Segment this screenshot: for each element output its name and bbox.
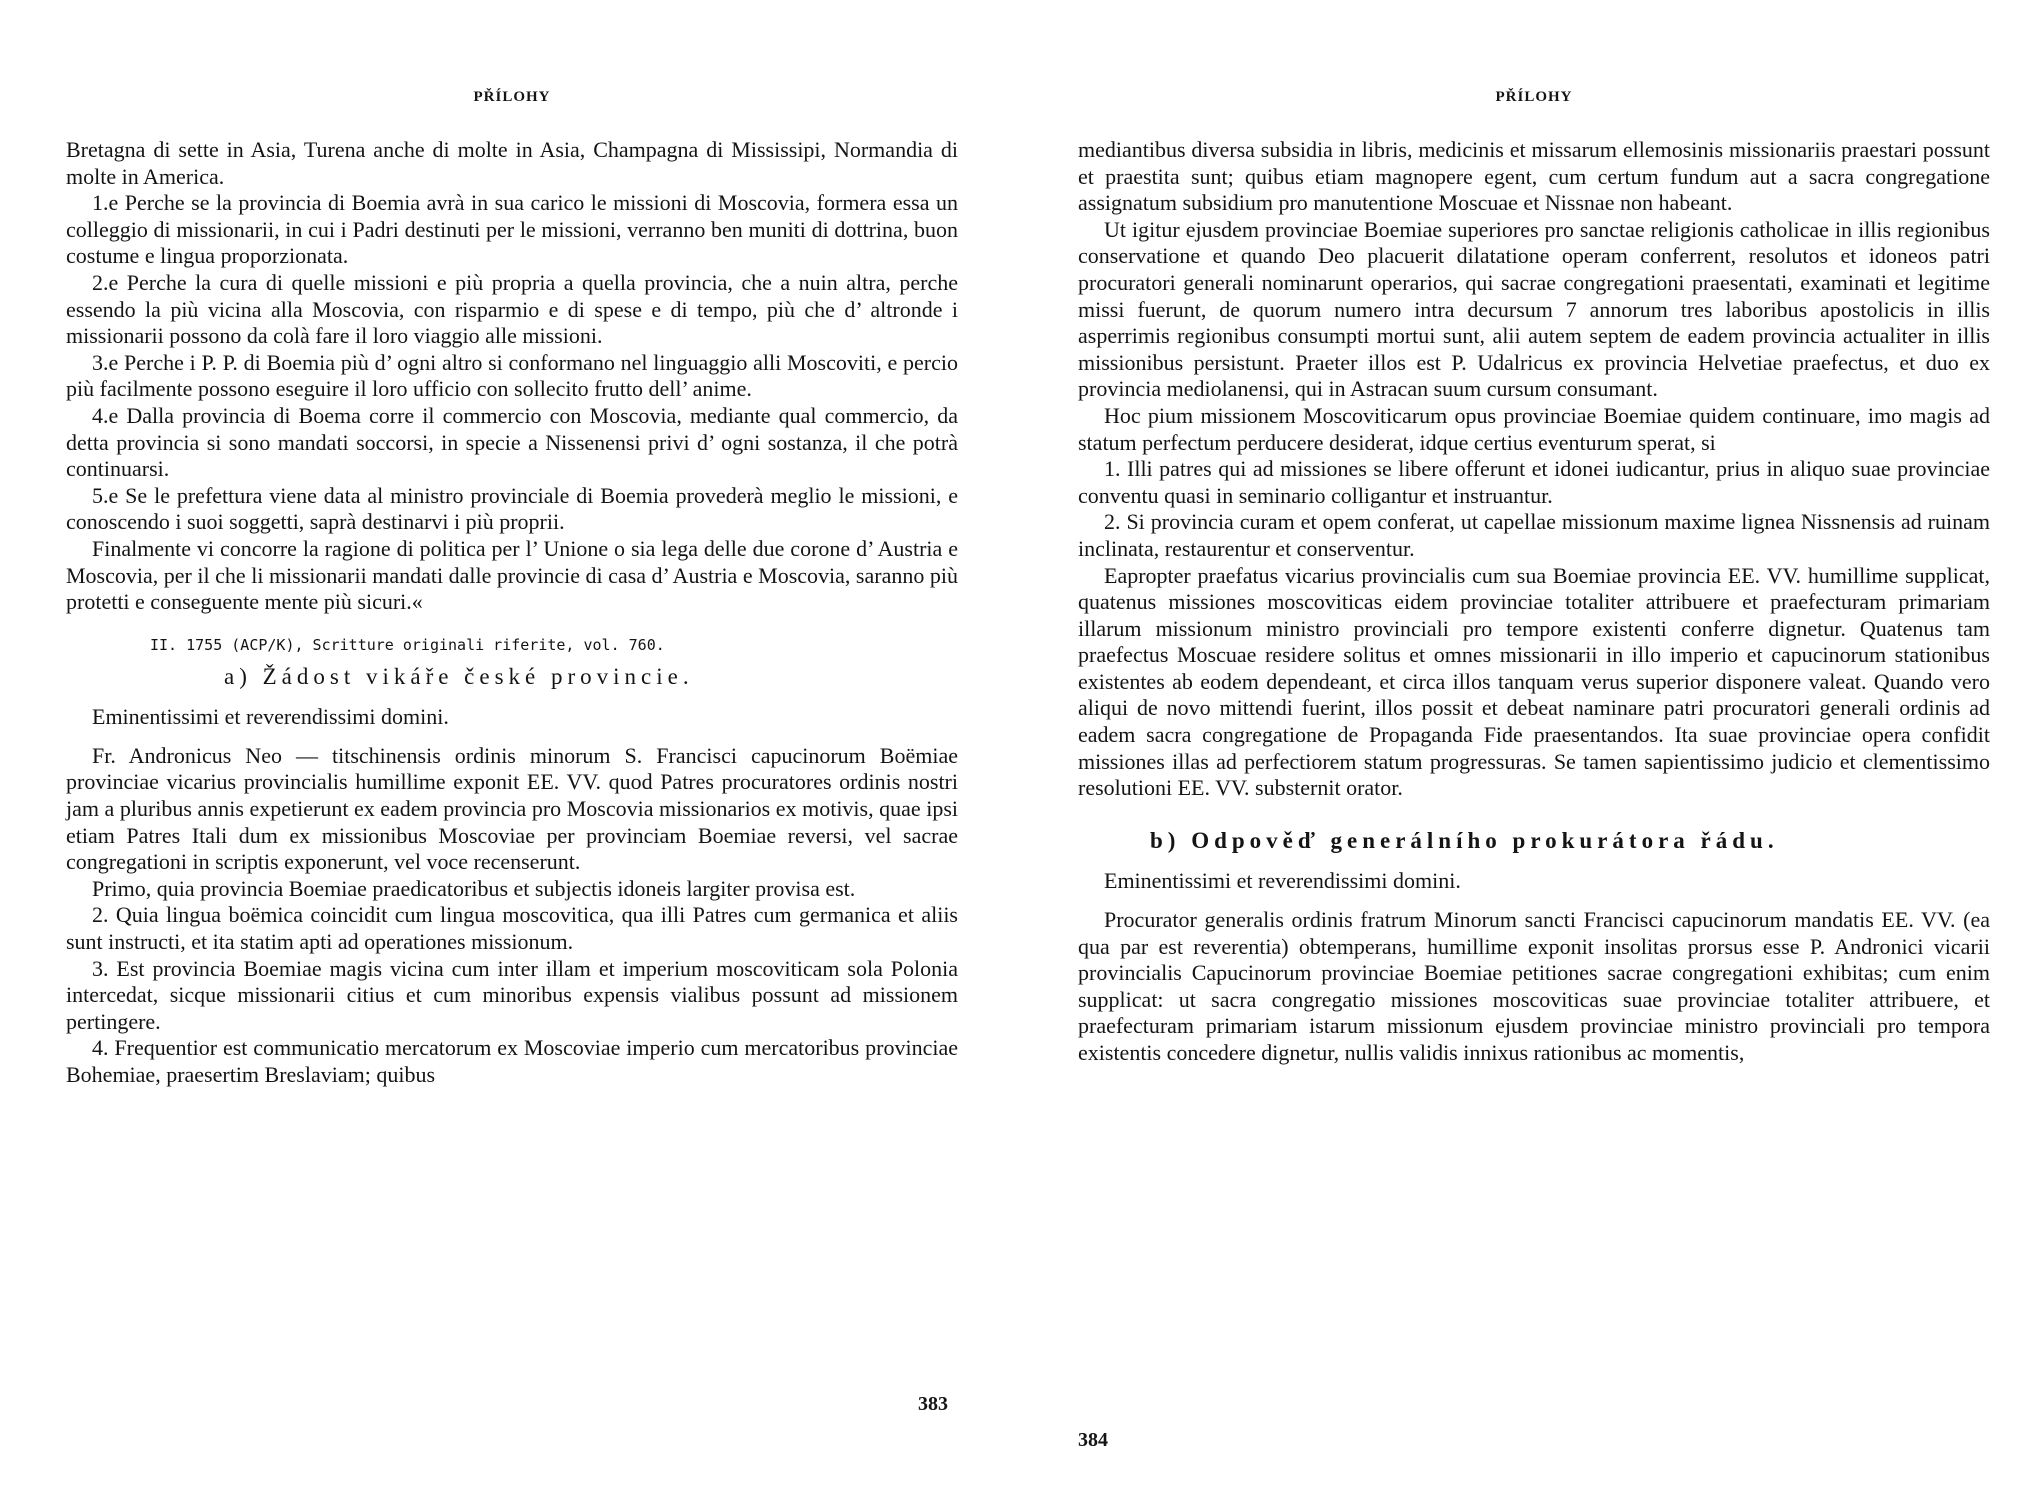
paragraph: 4. Frequentior est communicatio mercatorum ex Moscoviae imperio cum mercatoribus provinciae Bohemiae, praesertim Breslaviam; quibus bbox=[66, 1035, 958, 1087]
paragraph: Bretagna di sette in Asia, Turena anche di molte in Asia, Champagna di Mississipi, Normandia di molte in America. bbox=[66, 137, 958, 189]
paragraph: mediantibus diversa subsidia in libris, medicinis et missarum ellemosinis missionariis praestari possunt et praestita sunt; quibus etiam magnopere egent, cum certum fundum aut a sacra congregatione assignatum subsidium pro manutentione Moscuae et Nissnae non habeant. bbox=[1078, 137, 1990, 216]
paragraph: Fr. Andronicus Neo — titschinensis ordinis minorum S. Francisci capucinorum Boëmiae provinciae vicarius provincialis humillime exponit EE. VV. quod Patres procuratores ordinis nostri jam a pluribus annis expetierunt ex eadem provincia pro Moscovia missionarios ex motivis, quae ipsi etiam Patres Itali dum ex missionibus Moscoviae per provinciam Boemiae reversi, vel sacrae congregationi in scriptis exponerunt, vel voce recenserunt. bbox=[66, 742, 958, 875]
archival-source-line: II. 1755 (ACP/K), Scritture originali riferite, vol. 760. bbox=[150, 635, 665, 654]
running-head: PŘÍLOHY bbox=[1495, 89, 1573, 105]
paragraph: Primo, quia provincia Boemiae praedicatoribus et subjectis idoneis largiter provisa est. bbox=[92, 875, 856, 901]
paragraph: Ut igitur ejusdem provinciae Boemiae superiores pro sanctae religionis catholicae in illis regionibus conservatione et quando Deo placuerit dilatatione operam conferrent, resolutos et idoneos patri procuratori generali nominarunt operarios, qui sacrae congregationi praesentati, examinati et legitime missi fuerunt, de quorum numero intra decursum 7 annorum tres laboribus apostolicis in illis asperrimis regionibus consumpti mortui sunt, alii autem septem de eadem provincia actualiter in illis missionibus persistunt. Praeter illos est P. Udalricus ex provincia Helvetiae praefectus, et duo ex provincia mediolanensi, qui in Astracan suum cursum consumant. bbox=[1078, 216, 1990, 402]
left-page bbox=[66, 0, 958, 1500]
paragraph: 3.e Perche i P. P. di Boemia più d’ ogni altro si conformano nel linguaggio alli Moscoviti, e percio più facilmente possono eseguire il loro ufficio con sollecito frutto dell’ anime. bbox=[66, 349, 958, 402]
paragraph: 1. Illi patres qui ad missiones se libere offerunt et idonei iudicantur, prius in aliquo suae provinciae conventu quasi in seminario colligantur et instruantur. bbox=[1078, 456, 1990, 508]
paragraph: 4.e Dalla provincia di Boema corre il commercio con Moscovia, mediante qual commercio, da detta provincia si sono mandati soccorsi, in specie a Nissenensi privi d’ ogni sostanza, il che potrà continuarsi. bbox=[66, 402, 958, 482]
running-head: PŘÍLOHY bbox=[473, 89, 551, 105]
paragraph: 5.e Se le prefettura viene data al ministro provinciale di Boemia provederà meglio le missioni, e conoscendo i suoi soggetti, saprà destinarvi i più proprii. bbox=[66, 482, 958, 535]
paragraph: Finalmente vi concorre la ragione di politica per l’ Unione o sia lega delle due corone d’ Austria e Moscovia, per il che li missionarii mandati dalle provincie di casa d’ Austria e Moscovia, saranno più protetti e conseguente mente più sicuri.« bbox=[66, 535, 958, 615]
paragraph: 1.e Perche se la provincia di Boemia avrà in sua carico le missioni di Moscovia, formera essa un colleggio di missionarii, in cui i Padri destinuti per le missioni, verranno ben muniti di dottrina, buon costume e lingua proporzionata. bbox=[66, 190, 958, 269]
paragraph: 2.e Perche la cura di quelle missioni e più propria a quella provincia, che a nuin altra, perche essendo la più vicina alla Moscovia, con risparmio e di spese e di tempo, più che d’ altronde i missionarii possono da colà fare il loro viaggio alle missioni. bbox=[66, 269, 958, 349]
left-page-body bbox=[66, 137, 958, 1089]
salutation: Eminentissimi et reverendissimi domini. bbox=[1104, 868, 1461, 894]
paragraph: 2. Quia lingua boëmica coincidit cum lingua moscovitica, qua illi Patres cum germanica et aliis sunt instructi, et ita statim apti ad operationes missionum. bbox=[66, 902, 958, 955]
paragraph: Hoc pium missionem Moscoviticarum opus provinciae Boemiae quidem continuare, imo magis ad statum perfectum perducere desiderat, idque certius eventurum sperat, si bbox=[1078, 402, 1990, 455]
page-number: 384 bbox=[1078, 1429, 1108, 1451]
paragraph: Eapropter praefatus vicarius provincialis cum sua Boemiae provincia EE. VV. humillime supplicat, quatenus missiones moscoviticas eidem provinciae totaliter attribuere et praefecturam primariam illarum missionum ministro provinciali pro tempore existenti conferre dignetur. Quatenus tam praefectus Moscuae residere solitus et omnes missionarii in illo imperio et capucinorum stationibus existentes ab eodem dependeant, et circa illos tanquam verus superior disponere valeat. Quando vero aliqui de novo mittendi fuerint, illos possit et debeat naminare patri procuratori generali ordinis ad eadem sacra congregatione de Propaganda Fide praesentandos. Ita suae provinciae opera confidit missiones illas ad perfectiorem statum progressuras. Se tamen sapientissimo judicio et clementissimo resolutioni EE. VV. substernit orator. bbox=[1078, 562, 1990, 801]
section-heading: b) Odpověď generálního prokurátora řádu. bbox=[1150, 827, 1779, 853]
paragraph: Procurator generalis ordinis fratrum Minorum sancti Francisci capucinorum mandatis EE. VV. (ea qua par est reverentia) obtemperans, humillime exponit insolitas prorsus esse P. Andronici vicarii provincialis Capucinorum provinciae Boemiae petitiones sacrae congregationi exhibitas; cum enim supplicat: ut sacra congregatio missiones moscoviticas suae provinciae totaliter attribuere, et praefecturam primariam istarum missionum ejusdem provinciae ministro provinciali pro tempora existentis concedere dignetur, nullis validis innixus rationibus ac momentis, bbox=[1078, 907, 1990, 1065]
section-heading: a) Žádost vikáře české provincie. bbox=[224, 663, 694, 689]
salutation: Eminentissimi et reverendissimi domini. bbox=[92, 704, 449, 730]
page-number: 383 bbox=[918, 1393, 948, 1415]
right-page-body bbox=[1078, 137, 1990, 1067]
paragraph: 2. Si provincia curam et opem conferat, ut capellae missionum maxime lignea Nissnensis ad ruinam inclinata, restaurentur et conserventur. bbox=[1078, 509, 1990, 561]
right-page bbox=[1078, 0, 1990, 1500]
paragraph: 3. Est provincia Boemiae magis vicina cum inter illam et imperium moscoviticam sola Polonia intercedat, sicque missionarii citius et cum minoribus expensis vialibus possunt ad missionem pertingere. bbox=[66, 955, 958, 1034]
